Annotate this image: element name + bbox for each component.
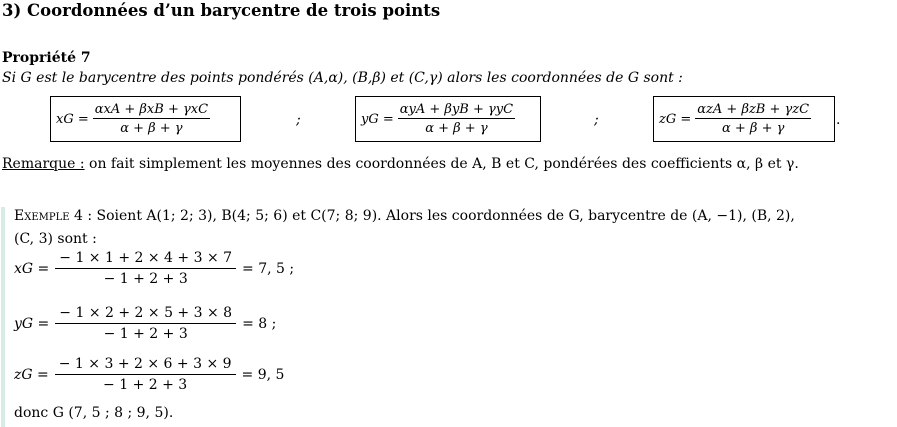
formula-box-z — [653, 96, 835, 142]
example-eq-x-denominator: − 1 + 2 + 3 — [103, 271, 188, 287]
formula-x-fraction — [93, 102, 210, 136]
example-eq-x — [14, 250, 294, 287]
formula-z-fraction — [695, 102, 811, 136]
example-conclusion: donc G (7, 5 ; 8 ; 9, 5). — [14, 405, 174, 421]
example-eq-x-fraction — [55, 250, 236, 287]
example-eq-z-numerator: − 1 × 3 + 2 × 6 + 3 × 9 — [55, 356, 236, 375]
formula-separator-2: ; — [594, 112, 599, 128]
remark-label: Remarque : — [2, 156, 85, 172]
example-label: Exemple 4 — [14, 208, 83, 224]
formula-end-period: . — [836, 112, 841, 128]
example-eq-z-result: = 9, 5 — [241, 366, 285, 383]
formula-y-numerator: αyA + βyB + γyC — [399, 102, 514, 117]
example-eq-x-result: = 7, 5 ; — [242, 260, 295, 277]
example-eq-z — [14, 356, 284, 393]
example-eq-z-denominator: − 1 + 2 + 3 — [103, 377, 188, 393]
example-eq-y-result: = 8 ; — [242, 315, 277, 332]
formula-y-fraction — [398, 102, 515, 136]
example-eq-x-numerator: − 1 × 1 + 2 × 4 + 3 × 7 — [55, 250, 236, 269]
formula-x-numerator: αxA + βxB + γxC — [94, 102, 209, 117]
example-eq-z-fraction — [55, 356, 236, 393]
formula-y-lhs: yG = — [361, 111, 394, 127]
formula-x-denominator: α + β + γ — [120, 121, 183, 136]
example-eq-y — [14, 305, 276, 342]
example-line1-text: : Soient A(1; 2; 3), B(4; 5; 6) et C(7; 8; 9). Alors les coordonnées de G, barycentre de (A, −1), (B, 2), — [82, 208, 795, 224]
example-eq-y-lhs: yG = — [14, 315, 50, 332]
property-label: Propriété 7 — [2, 50, 91, 66]
example-eq-y-fraction — [55, 305, 236, 342]
example-eq-y-numerator: − 1 × 2 + 2 × 5 + 3 × 8 — [55, 305, 236, 324]
formula-z-lhs: zG = — [659, 111, 692, 127]
example-eq-x-lhs: xG = — [14, 260, 50, 277]
example-line-2: (C, 3) sont : — [14, 231, 97, 247]
formula-z-denominator: α + β + γ — [721, 121, 785, 136]
section-title: 3) Coordonnées d’un barycentre de trois points — [2, 1, 441, 20]
example-margin-bar — [1, 207, 5, 427]
remark — [2, 156, 799, 172]
formula-separator-1: ; — [296, 112, 301, 128]
formula-z-numerator: αzA + βzB + γzC — [697, 102, 810, 117]
formula-x-lhs: xG = — [56, 111, 89, 127]
example-eq-z-lhs: zG = — [14, 366, 49, 383]
formula-y-denominator: α + β + γ — [425, 121, 488, 136]
remark-text: on fait simplement les moyennes des coordonnées de A, B et C, pondérées des coefficients α, β et γ. — [84, 156, 799, 172]
property-statement: Si G est le barycentre des points pondérés (A,α), (B,β) et (C,γ) alors les coordonnées de G sont : — [2, 70, 683, 86]
example-line-1 — [14, 208, 795, 224]
example-eq-y-denominator: − 1 + 2 + 3 — [103, 326, 188, 342]
formula-box-y — [355, 96, 541, 142]
formula-box-x — [50, 96, 241, 142]
